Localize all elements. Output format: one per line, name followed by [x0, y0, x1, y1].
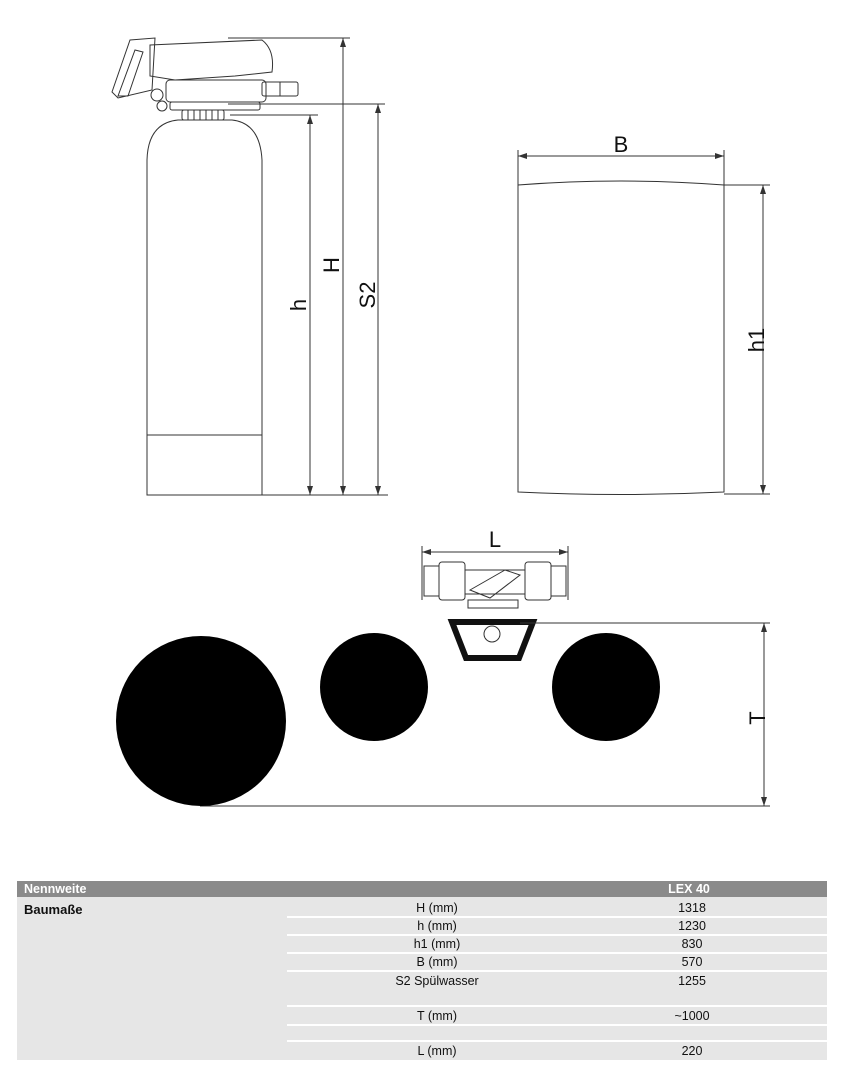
table-body: [17, 897, 827, 1060]
row-value: 1318: [678, 901, 706, 915]
row-divider: [287, 1005, 827, 1007]
row-label: B (mm): [416, 955, 458, 969]
row-value: ~1000: [674, 1009, 710, 1023]
row-divider: [287, 1024, 827, 1026]
spec-table: [17, 881, 827, 1060]
row-label: T (mm): [416, 1009, 458, 1023]
row-divider: [287, 1040, 827, 1042]
row-divider: [287, 970, 827, 972]
row-divider: [287, 952, 827, 954]
row-value: 570: [681, 955, 703, 969]
row-label: L (mm): [417, 1044, 457, 1058]
table-header: [17, 881, 827, 897]
row-label: h1 (mm): [413, 937, 461, 951]
brine-tank-footprint: [116, 636, 286, 806]
label-h1: h1: [744, 327, 769, 353]
connection-block: [422, 546, 568, 658]
control-head: [112, 38, 298, 120]
row-value: 1230: [678, 919, 706, 933]
label-h: h: [286, 298, 311, 312]
second-vessel-footprint: [552, 633, 660, 741]
vessel-footprint: [320, 633, 428, 741]
row-divider: [287, 916, 827, 918]
label-B: B: [613, 132, 629, 157]
row-divider: [287, 934, 827, 936]
label-L: L: [488, 527, 502, 552]
footprint-circles: [116, 633, 660, 806]
row-label: H (mm): [416, 901, 458, 915]
dim-lines-tank: [518, 150, 770, 494]
row-value: 220: [681, 1044, 703, 1058]
row-label: S2 Spülwasser: [395, 974, 479, 988]
row-value: 1255: [678, 974, 706, 988]
label-S2: S2: [355, 281, 380, 309]
header-nennweite: Nennweite: [24, 882, 87, 896]
row-value: 830: [681, 937, 703, 951]
filter-vessel: [147, 120, 262, 495]
row-label: h (mm): [417, 919, 457, 933]
dim-lines-vessel: [228, 38, 388, 495]
section-title: Baumaße: [24, 902, 83, 917]
label-H: H: [319, 257, 344, 273]
label-T: T: [745, 711, 770, 725]
header-model: LEX 40: [668, 882, 710, 896]
brine-tank: [518, 181, 724, 495]
